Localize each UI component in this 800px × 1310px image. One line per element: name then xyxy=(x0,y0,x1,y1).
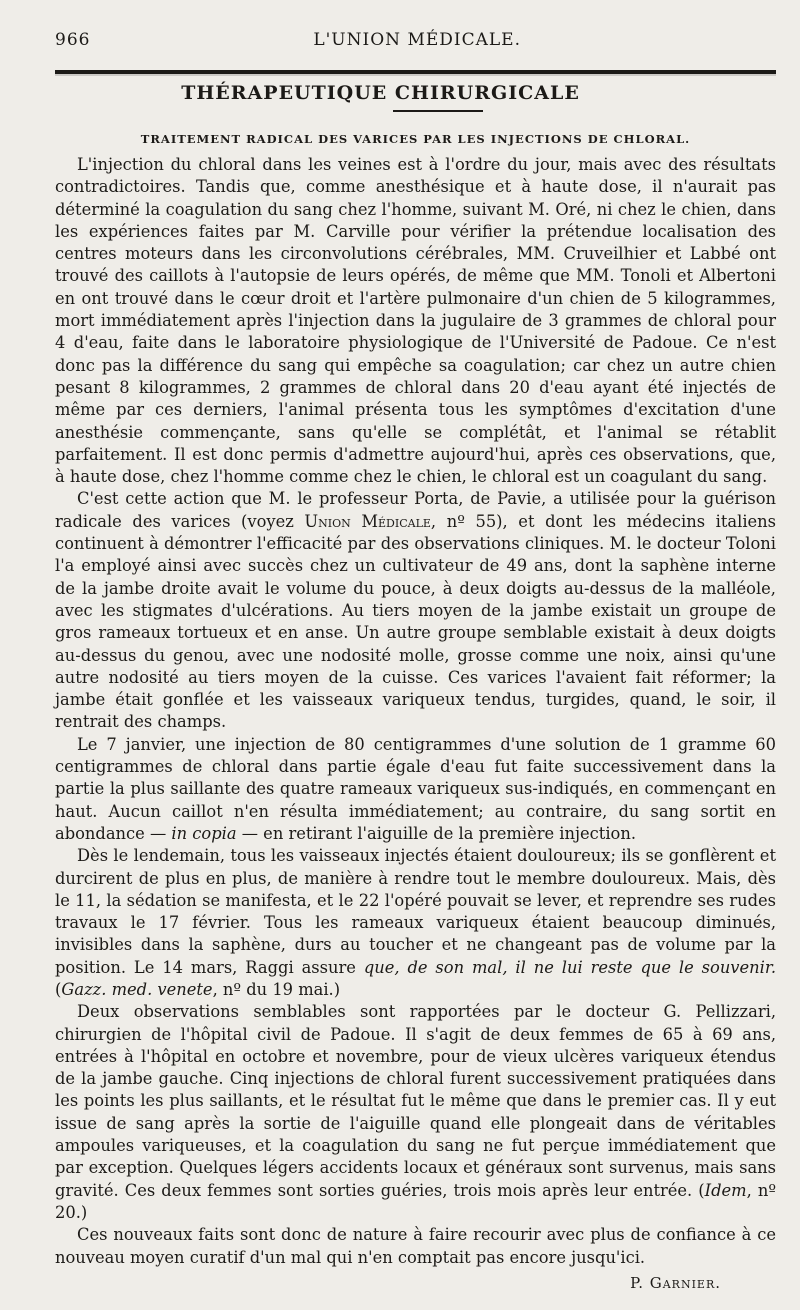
section-title: THÉRAPEUTIQUE CHIRURGICALE xyxy=(181,82,580,104)
paragraph-1: L'injection du chloral dans les veines est à l'ordre du jour, mais avec des résultats contradictoires. Tandis que, comme anesthésique et à haute dose, il n'aurait pas déterminé la coagulation du sang chez l'homme, suivant M. Oré, ni chez le chien, dans les expériences faites par M. Carville pour vérifier la prétendue localisation des centres moteurs dans les circonvolutions cérébrales, MM. Cruveilhier et Labbé ont trouvé des caillots à l'autopsie de leurs opérés, de même que MM. Tonoli et Albertoni en ont trouvé dans le cœur droit et l'artère pulmonaire d'un chien de 5 kilogrammes, mort immédiatement après l'injection dans la jugulaire de 3 grammes de chloral pour 4 d'eau, faite dans le laboratoire physiologique de l'Université de Padoue. Ce n'est donc pas la différence du sang qui empêche sa coagulation; car chez un autre chien pesant 8 kilogrammes, 2 grammes de chloral dans 20 d'eau ayant été injectés de même par ces derniers, l'animal présenta tous les symptômes d'excitation d'une anesthésie commençante, sans qu'elle se complétât, et l'animal se rétablit parfaitement. Il est donc permis d'admettre aujourd'hui, après ces observations, que, à haute dose, chez l'homme comme chez le chien, le chloral est un coagulant du sang. xyxy=(55,155,776,487)
journal-reference: Union Médicale xyxy=(304,511,431,531)
author-signature: P. Garnier. xyxy=(630,1273,721,1292)
paragraph-3: Le 7 janvier, une injection de 80 centigrammes d'une solution de 1 gramme 60 centigrammes de chloral dans partie égale d'eau fut faite successivement dans la partie la plus saillante des quatre rameaux variqueux sus-indiqués, en commençant en haut. Aucun caillot n'en résulta immédiatement; au contraire, du sang sortit en abondance — in copia — en retirant l'aiguille de la première injection. xyxy=(55,734,776,843)
latin-phrase: in copia xyxy=(171,823,237,843)
quotation: que, de son mal, il ne lui reste que le souvenir. xyxy=(363,957,776,977)
journal-title: L'UNION MÉDICALE. xyxy=(313,30,521,50)
paragraph-5: Deux observations semblables sont rapportées par le docteur G. Pellizzari, chirurgien de l'hôpital civil de Padoue. Il s'agit de deux femmes de 65 à 69 ans, entrées à l'hôpital en octobre et novembre, pour de vieux ulcères variqueux étendus de la jambe gauche. Cinq injections de chloral furent successivement pratiquées dans les points les plus saillants, et le résultat fut le même que dans le premier cas. Il y eut issue de sang après la sortie de l'aiguille quand elle plongeait dans de véritables ampoules variqueuses, et la coagulation du sang ne fut perçue immédiatement que par exception. Quelques légers accidents locaux et généraux sont survenus, mais sans gravité. Ces deux femmes sont sorties guéries, trois mois après leur entrée. (Idem, nº 20.) xyxy=(55,1002,776,1222)
source-citation: Gazz. med. venete xyxy=(61,979,213,999)
article-body xyxy=(55,154,776,1269)
running-head xyxy=(55,30,776,60)
article-title: TRAITEMENT RADICAL DES VARICES PAR LES INJECTIONS DE CHLORAL. xyxy=(140,132,691,146)
section-divider xyxy=(393,110,483,112)
paragraph-2: C'est cette action que M. le professeur Porta, de Pavie, a utilisée pour la guérison radicale des varices (voyez Union Médicale, nº 55), et dont les médecins italiens continuent à démontrer l'efficacité par des observations cliniques. M. le docteur Toloni l'a employé ainsi avec succès chez un cultivateur de 49 ans, dont la saphène interne de la jambe droite avait le volume du pouce, à deux doigts au-dessus de la malléole, avec les stigmates d'ulcérations. Au tiers moyen de la jambe existait un groupe de gros rameaux tortueux et en anse. Un autre groupe semblable existait à deux doigts au-dessus du genou, avec une nodosité molle, grosse comme une noix, ainsi qu'une autre nodosité au tiers moyen de la cuisse. Ces varices l'avaient fait réformer; la jambe était gonflée et les vaisseaux variqueux tendus, turgides, quand, le soir, il rentrait des champs. xyxy=(55,489,777,732)
paragraph-4: Dès le lendemain, tous les vaisseaux injectés étaient douloureux; ils se gonflèrent et durcirent de plus en plus, de manière à rendre tout le membre douloureux. Mais, dès le 11, la sédation se manifesta, et le 22 l'opéré pouvait se lever, et reprendre ses rudes travaux le 17 février. Tous les rameaux variqueux étaient beaucoup diminués, invisibles dans la saphène, durs au toucher et ne changeant pas de volume par la position. Le 14 mars, Raggi assure que, de son mal, il ne lui reste que le souvenir. (Gazz. med. venete, nº du 19 mai.) xyxy=(55,846,776,999)
paragraph-6: Ces nouveaux faits sont donc de nature à faire recourir avec plus de confiance à ce nouveau moyen curatif d'un mal qui n'en comptait pas encore jusqu'ici. xyxy=(55,1225,776,1267)
idem-citation: Idem xyxy=(704,1180,747,1200)
header-rule xyxy=(55,70,776,74)
page-number: 966 xyxy=(55,30,91,50)
